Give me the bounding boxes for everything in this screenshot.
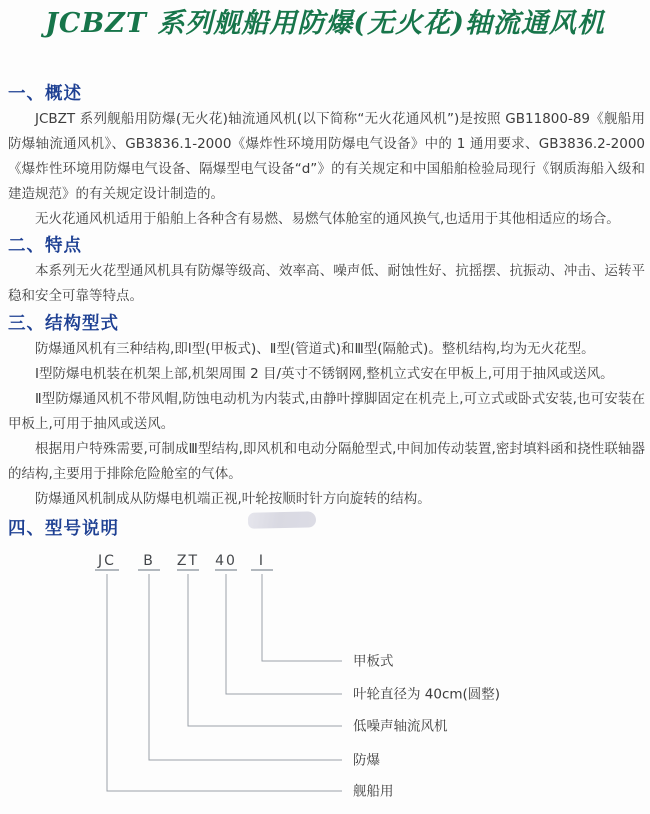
leader-line-impeller-diameter [226,574,342,694]
model-code-40: 40 [215,553,237,569]
diagram-label-marine-use: 舰船用 [353,783,394,800]
structure-paragraph-3: Ⅱ型防爆通风机不带风帽,防蚀电动机为内装式,由静叶撑脚固定在机壳上,可立式或卧式安装,也可安装在甲板上,可用于抽风或送风。 [8,391,645,432]
diagram-label-deck-type: 甲板式 [353,653,394,670]
diagram-label-explosion-proof: 防爆 [353,752,380,769]
structure-paragraph-1: 防爆通风机有三种结构,即Ⅰ型(甲板式)、Ⅱ型(管道式)和Ⅲ型(隔舱式)。整机结构,均为无火花型。 [35,341,595,357]
whiteout-smudge [248,511,316,528]
model-designation-diagram [0,548,650,814]
diagram-label-impeller-diameter: 叶轮直径为 40cm(圆整) [353,686,501,703]
structure-paragraph-2: Ⅰ型防爆电机装在机架上部,机架周围 2 目/英寸不锈钢网,整机立式安在甲板上,可用于抽风或送风。 [35,366,614,382]
structure-paragraph-5: 防爆通风机制成从防爆电机端正视,叶轮按顺时针方向旋转的结构。 [35,491,431,507]
leader-line-deck-type [262,574,342,661]
features-paragraph-1: 本系列无火花型通风机具有防爆等级高、效率高、噪声低、耐蚀性好、抗摇摆、抗振动、冲击、运转平稳和安全可靠等特点。 [8,263,645,304]
section-heading-model: 四、型号说明 [8,519,119,539]
section-heading-structure: 三、结构型式 [8,314,119,334]
model-code-roman-one: Ⅰ [258,553,266,569]
model-code-b: B [143,553,155,569]
overview-paragraph-2: 无火花通风机适用于船舶上各种含有易燃、易燃气体舱室的通风换气,也适用于其他相适应的场合。 [35,211,620,227]
structure-paragraph-4: 根据用户特殊需要,可制成Ⅲ型结构,即风机和电动分隔舱型式,中间加传动装置,密封填料函和挠性联轴器的结构,主要用于排除危险舱室的气体。 [8,441,645,482]
section-heading-features: 二、特点 [8,236,82,256]
section-heading-overview: 一、概述 [8,84,82,104]
document-title: JCBZT 系列舰船用防爆(无火花)轴流通风机 [45,8,605,39]
model-code-jc: JC [98,553,116,569]
model-designation-svg [0,548,650,814]
model-code-zt: ZT [176,553,200,569]
overview-paragraph-1: JCBZT 系列舰船用防爆(无火花)轴流通风机(以下简称“无火花通风机”)是按照 GB11800-89《舰船用防爆轴流通风机》、GB3836.1-2000《爆炸性环境用防爆电气设备》中的 1 通用要求、GB3836.2-2000《爆炸性环境用防爆电气设备、隔爆型电气设备“d”》的有关规定和中国船舶检验局现行《钢质海船入级和建造规范》的有关规定设计制造的。 [8,111,645,202]
leader-line-marine-use [107,574,342,791]
leader-line-explosion-proof [149,574,342,760]
diagram-label-low-noise-axial: 低噪声轴流风机 [353,718,448,735]
leader-line-low-noise-axial [188,574,342,726]
